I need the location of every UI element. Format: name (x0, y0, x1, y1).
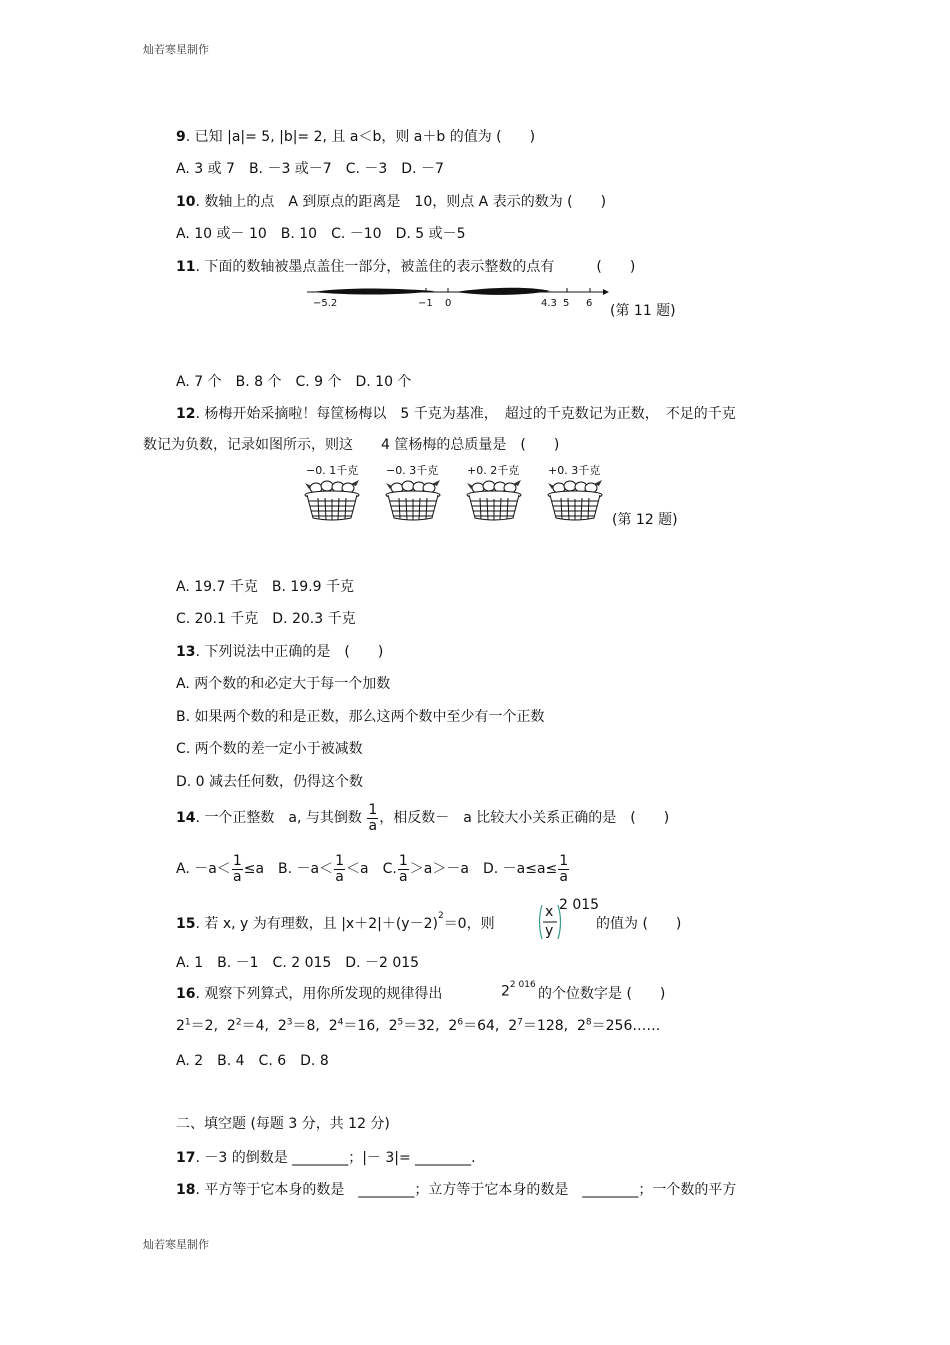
seq-item: $2^4=16$, (328, 1017, 380, 1034)
question-12-cont: 数记为负数，记录如图所示，则这 4 筐杨梅的总质量是 ( ) (143, 437, 560, 453)
number-line (305, 284, 605, 314)
question-number: 17 (176, 1150, 196, 1166)
question-text: . 数轴上的点 A 到原点的距离是 10，则点 A 表示的数为 ( ) (195, 194, 607, 210)
fraction: $\frac{1}{a}$ (398, 852, 408, 885)
basket-label: −0. 1千克 (306, 464, 359, 477)
q12-options-1: A. 19.7 千克 B. 19.9 千克 (176, 579, 354, 595)
question-10 (176, 191, 606, 211)
q12-options-2: C. 20.1 千克 D. 20.3 千克 (176, 611, 356, 627)
question-13 (176, 641, 383, 661)
question-text: 的个位数字是 ( ) (538, 986, 666, 1002)
page-header: 灿若寒星制作 (143, 43, 209, 56)
question-number: 13 (176, 644, 196, 660)
question-12 (176, 403, 736, 423)
q10-options: A. 10 或－ 10 B. 10 C. －10 D. 5 或－5 (176, 226, 466, 242)
paren-fraction: x y (538, 903, 562, 941)
question-number: 15 (176, 916, 196, 932)
question-text: . 下列说法中正确的是 ( ) (195, 644, 384, 660)
q15-options: A. 1 B. －1 C. 2 015 D. －2 015 (176, 955, 420, 971)
question-number: 14 (176, 810, 196, 826)
seq-item: $2^2=4$, (226, 1017, 269, 1034)
page-footer: 灿若寒星制作 (143, 1238, 209, 1251)
figure-caption: (第 12 题) (612, 512, 678, 528)
question-number: 12 (176, 406, 196, 422)
question-number: 10 (176, 194, 196, 210)
question-16: 16. 观察下列算式，用你所发现的规律得出 (176, 986, 443, 1002)
q11-options: A. 7 个 B. 8 个 C. 9 个 D. 10 个 (176, 374, 412, 390)
basket-label: −0. 3千克 (386, 464, 439, 477)
question-9 (176, 126, 535, 146)
number-line-figure (305, 284, 605, 314)
seq-item: $2^6=64$, (448, 1017, 500, 1034)
seq-item: $2^5=32$, (388, 1017, 440, 1034)
axis-label: 6 (586, 298, 593, 309)
power-expression: $2^{2 016}$ (501, 980, 536, 1000)
q13-option-a: A. 两个数的和必定大于每一个加数 (176, 676, 391, 692)
power-sequence (176, 1015, 660, 1035)
ink-blot (313, 289, 435, 295)
question-14 (176, 800, 669, 836)
question-text: 的值为 ( ) (596, 916, 682, 932)
axis-label: 0 (445, 298, 452, 309)
q9-options: A. 3 或 7 B. －3 或－7 C. －3 D. －7 (176, 161, 444, 177)
seq-item: $2^3=8$, (277, 1017, 320, 1034)
question-11 (176, 256, 635, 276)
axis-label: −1 (418, 298, 433, 309)
question-number: 9 (176, 129, 186, 145)
exponent: 2 015 (559, 897, 600, 913)
question-18: 18. 平方等于它本身的数是 ________；立方等于它本身的数是 ________；一个数的平方 (176, 1182, 737, 1198)
seq-item: $2^7=128$, (508, 1017, 569, 1034)
axis-label: −5.2 (313, 298, 338, 309)
fraction: $\frac{1}{a}$ (335, 852, 345, 885)
fraction: $\frac{1}{a}$ (232, 852, 242, 885)
question-number: 16 (176, 986, 196, 1002)
seq-item: $2^8=256\dots\dots$ (576, 1017, 661, 1034)
axis-label: 4.3 (541, 298, 557, 309)
q13-option-b: B. 如果两个数的和是正数，那么这两个数中至少有一个正数 (176, 709, 545, 725)
question-15: 15. 若 x, y 为有理数，且 $|x+2|+(y-2)^2=0$，则 (176, 911, 495, 932)
question-text: . 杨梅开始采摘啦！每筐杨梅以 5 千克为基准， 超过的千克数记为正数， 不足的千克 (195, 406, 736, 422)
question-text: ，相反数－ a 比较大小关系正确的是 ( ) (379, 810, 670, 826)
basket-icons (303, 478, 613, 524)
figure-caption: (第 11 题) (610, 303, 676, 319)
q13-option-d: D. 0 减去任何数，仍得这个数 (176, 774, 364, 790)
question-17: 17. －3 的倒数是 ________；|－ 3|= ________. (176, 1150, 476, 1166)
q13-option-c: C. 两个数的差一定小于被减数 (176, 741, 363, 757)
section-heading: 二、填空题 (每题 3 分，共 12 分) (176, 1116, 390, 1132)
fraction: $\frac{1}{a}$ (559, 852, 569, 885)
fraction: $\frac{1}{a}$ (368, 801, 378, 834)
baskets-figure (303, 462, 613, 524)
ink-blot (455, 288, 550, 295)
q14-options: A. －a＜ $\frac{1}{a}$ ≤a B. －a＜ $\frac{1}{a}$ ＜a C. $\frac{1}{a}$ ＞a＞－a D. －a≤a≤ $\frac{1}{a}$ (176, 852, 569, 885)
question-text: . 已知 |a|= 5, |b|= 2, 且 a＜b，则 a＋b 的值为 ( ) (185, 129, 536, 145)
question-number: 11 (176, 259, 196, 275)
question-text: . 一个正整数 a, 与其倒数 (195, 810, 362, 826)
q16-options: A. 2 B. 4 C. 6 D. 8 (176, 1053, 329, 1069)
question-number: 18 (176, 1182, 196, 1198)
axis-label: 5 (563, 298, 570, 309)
basket-label: +0. 2千克 (467, 464, 520, 477)
seq-item: $2^1=2$, (176, 1017, 219, 1034)
basket-label: +0. 3千克 (548, 464, 601, 477)
question-text: . 下面的数轴被墨点盖住一部分，被盖住的表示整数的点有 ( ) (195, 259, 636, 275)
